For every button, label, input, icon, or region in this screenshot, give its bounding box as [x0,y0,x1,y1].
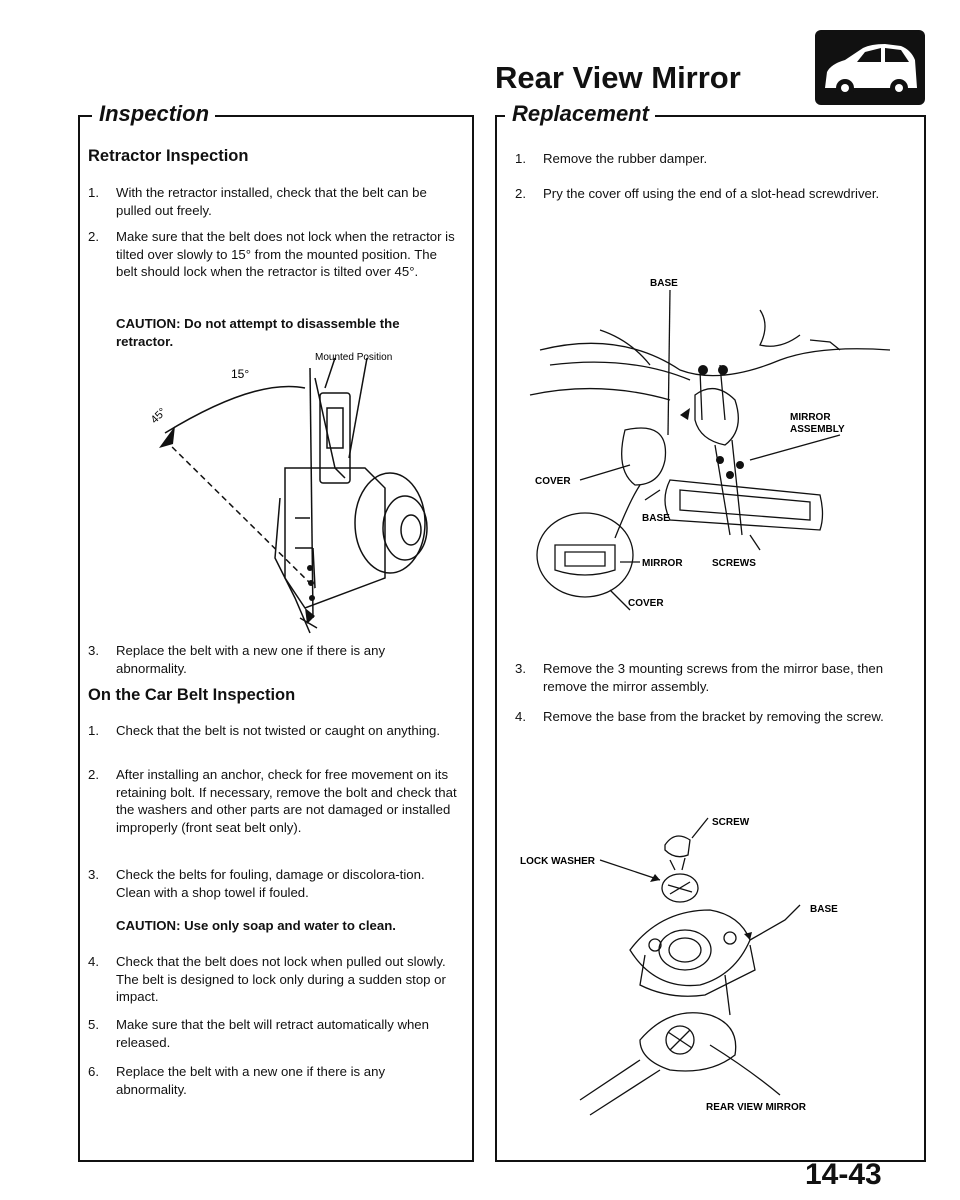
retractor-inspection-title: Retractor Inspection [88,147,249,165]
lock-washer-label: LOCK WASHER [520,856,595,867]
replacement-rule-right [655,115,924,117]
mirror-assembly-label-2: ASSEMBLY [790,424,845,435]
on-car-caution: CAUTION: Use only soap and water to clean. [116,918,396,933]
inspection-rule-right [215,115,472,117]
mirror-assembly-illustration [520,270,910,615]
replacement-heading: Replacement [506,101,655,127]
base-inset-label: BASE [642,513,670,524]
mirror-label: MIRROR [642,558,683,569]
angle-45-label: 45° [148,405,169,427]
base-top-label: BASE [650,278,678,289]
angle-15-label: 15° [231,367,250,381]
cover-label: COVER [535,476,571,487]
base-label: BASE [810,904,838,915]
retractor-illustration [135,348,455,638]
screws-label: SCREWS [712,558,756,569]
mirror-base-illustration [520,800,910,1120]
retractor-caution: CAUTION: Do not attempt to disassemble the retractor. [116,316,400,349]
page-number: 14-43 [805,1158,882,1191]
screw-label: SCREW [712,817,750,828]
replacement-rule-left [495,115,505,117]
rear-view-mirror-label: REAR VIEW MIRROR [706,1102,806,1113]
mounted-position-label: Mounted Position [315,352,393,363]
inspection-heading: Inspection [93,101,215,127]
page-title: Rear View Mirror [495,60,741,95]
car-silhouette-icon [815,30,925,105]
cover-inset-label: COVER [628,598,664,609]
mirror-assembly-label-1: MIRROR [790,412,831,423]
on-car-inspection-title: On the Car Belt Inspection [88,686,296,704]
inspection-rule-left [78,115,92,117]
